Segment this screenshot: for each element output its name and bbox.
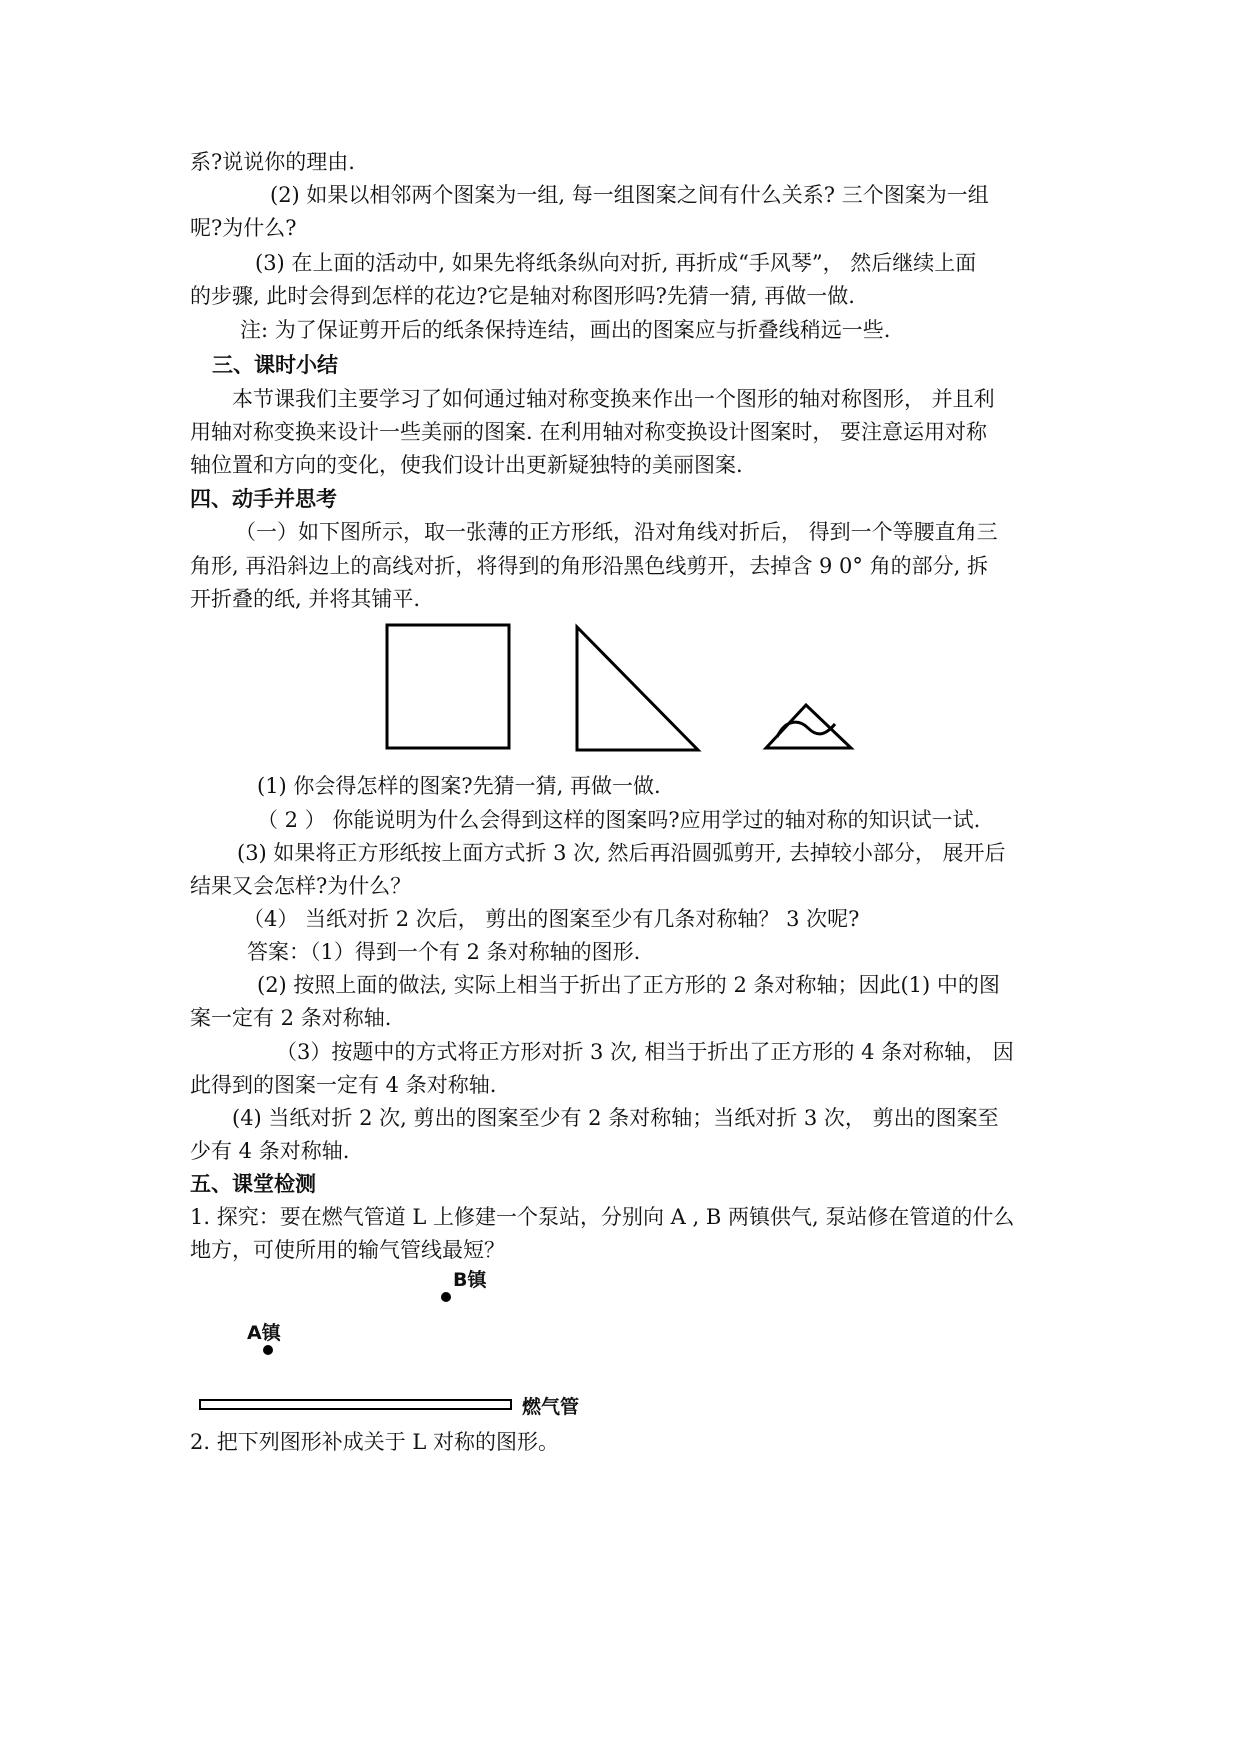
- text-line: 系?说说你的理由.: [190, 150, 355, 174]
- town-a-label: A镇: [247, 1322, 281, 1344]
- text-line: （一）如下图所示，取一张薄的正方形纸，沿对角线对折后， 得到一个等腰直角三: [235, 520, 998, 544]
- question-line: （4） 当纸对折 2 次后， 剪出的图案至少有几条对称轴？ 3 次呢?: [243, 907, 860, 931]
- town-b-label: B镇: [453, 1269, 487, 1291]
- answer-line: (4) 当纸对折 2 次, 剪出的图案至少有 2 条对称轴；当纸对折 3 次， 剪出的图案至: [232, 1106, 999, 1130]
- town-b-dot: [441, 1292, 451, 1302]
- town-a-dot: [263, 1345, 273, 1355]
- gas-pipe: [200, 1400, 511, 1409]
- section-heading: 三、课时小结: [212, 353, 338, 377]
- answer-line: 少有 4 条对称轴.: [190, 1139, 350, 1163]
- text-line: 轴位置和方向的变化，使我们设计出更新疑独特的美丽图案.: [190, 453, 743, 477]
- answer-line: 答案：（1）得到一个有 2 条对称轴的图形.: [247, 940, 641, 964]
- text-line: (2) 如果以相邻两个图案为一组, 每一组图案之间有什么关系? 三个图案为一组: [270, 183, 989, 207]
- question-line: (1) 你会得怎样的图案?先猜一猜, 再做一做.: [257, 774, 661, 798]
- text-line: 本节课我们主要学习了如何通过轴对称变换来作出一个图形的轴对称图形， 并且利: [232, 387, 995, 411]
- question-line: （ 2 ） 你能说明为什么会得到这样的图案吗?应用学过的轴对称的知识试一试.: [257, 808, 981, 832]
- text-line: 地方，可使所用的输气管线最短？: [190, 1238, 505, 1262]
- answer-line: 案一定有 2 条对称轴.: [190, 1006, 392, 1030]
- text-line: 1. 探究：要在燃气管道 L 上修建一个泵站，分别向 A , B 两镇供气, 泵站修在管道的什么: [190, 1205, 1015, 1229]
- note-line: 注: 为了保证剪开后的纸条保持连结，画出的图案应与折叠线稍远一些.: [240, 318, 891, 342]
- text-line: (3) 在上面的活动中, 如果先将纸条纵向对折, 再折成“手风琴”， 然后继续上面: [255, 251, 977, 275]
- square-paper: [387, 625, 509, 748]
- right-triangle-fold: [577, 627, 698, 750]
- text-line: 角形, 再沿斜边上的高线对折，将得到的角形沿黑色线剪开，去掉含 9 0° 角的部分, 拆: [190, 554, 988, 578]
- text-line: 的步骤, 此时会得到怎样的花边?它是轴对称图形吗?先猜一猜, 再做一做.: [190, 284, 855, 308]
- text-line: 2. 把下列图形补成关于 L 对称的图形。: [190, 1430, 560, 1454]
- text-line: 用轴对称变换来设计一些美丽的图案. 在利用轴对称变换设计图案时， 要注意运用对称: [190, 420, 988, 444]
- answer-line: (2) 按照上面的做法, 实际上相当于折出了正方形的 2 条对称轴；因此(1) 中的图: [257, 973, 1000, 997]
- text-line: 呢?为什么?: [190, 216, 297, 240]
- question-line: 结果又会怎样?为什么？: [190, 874, 412, 898]
- section-heading: 四、动手并思考: [190, 487, 337, 511]
- answer-line: （3）按题中的方式将正方形对折 3 次, 相当于折出了正方形的 4 条对称轴， 因: [276, 1040, 1014, 1064]
- answer-line: 此得到的图案一定有 4 条对称轴.: [190, 1073, 497, 1097]
- text-line: 开折叠的纸, 并将其铺平.: [190, 587, 421, 611]
- gas-pipe-label: 燃气管: [522, 1396, 580, 1418]
- section-heading: 五、课堂检测: [190, 1172, 316, 1196]
- question-line: (3) 如果将正方形纸按上面方式折 3 次, 然后再沿圆弧剪开, 去掉较小部分， 展开后: [237, 841, 1006, 865]
- small-triangle-cut: [766, 705, 851, 748]
